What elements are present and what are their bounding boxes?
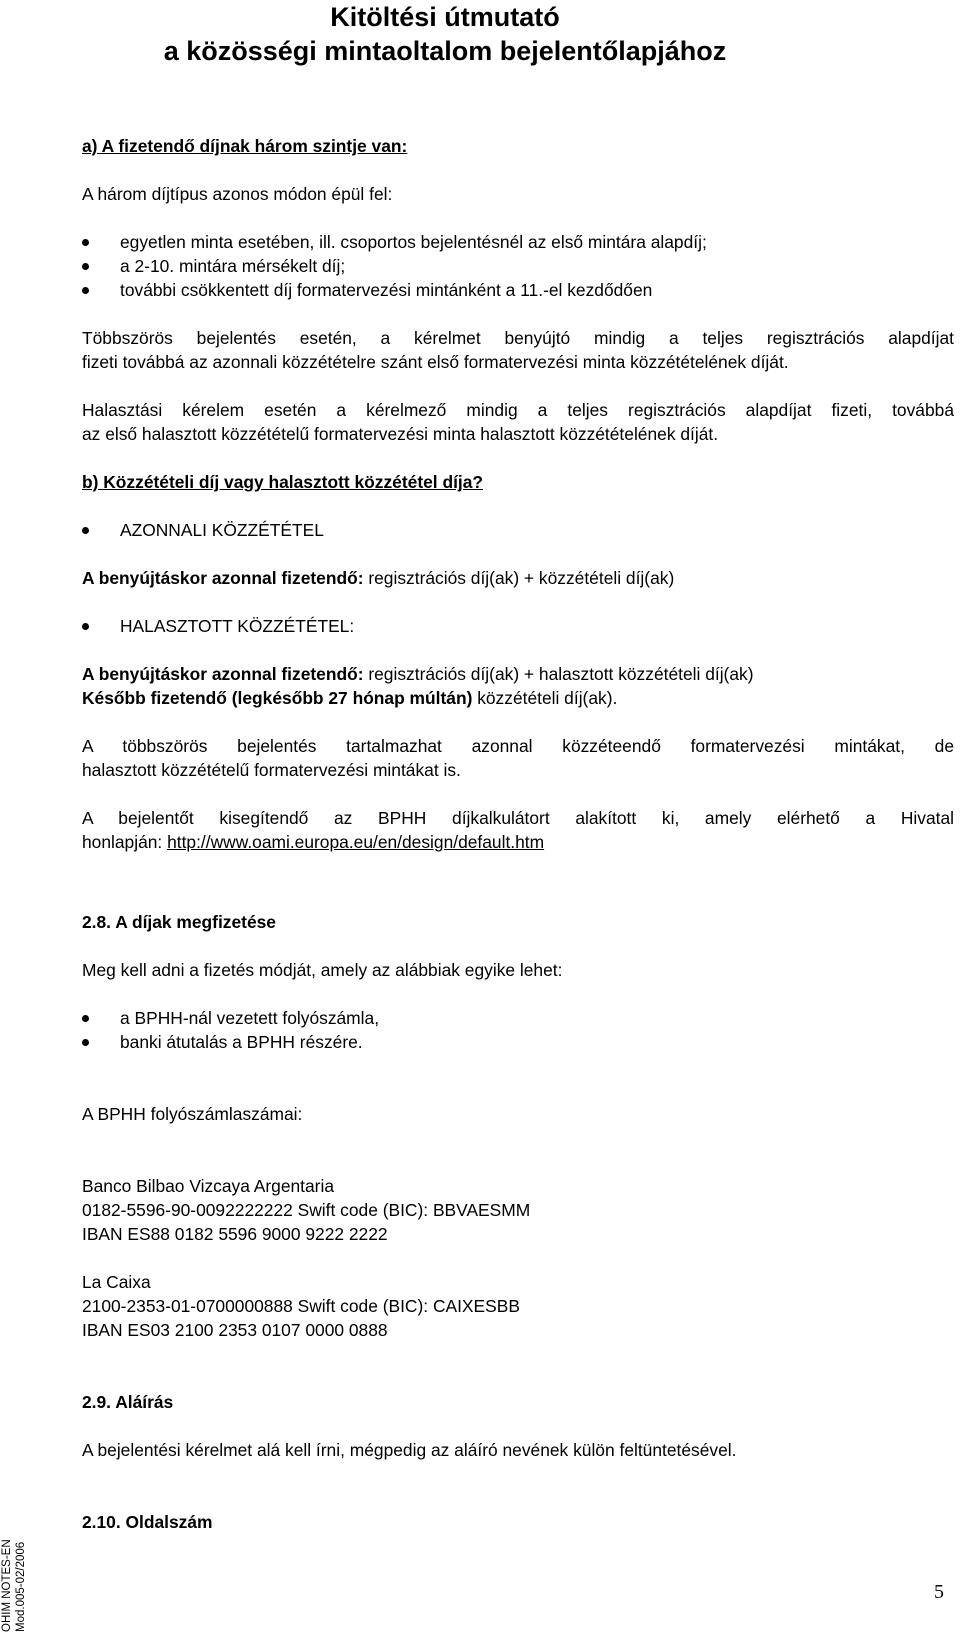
section-number: 2.8. — [82, 912, 112, 932]
immediate-payment-label: A benyújtáskor azonnal fizetendő: — [82, 568, 364, 588]
section-title: Oldalszám — [120, 1512, 213, 1532]
section-number: 2.10. — [82, 1512, 121, 1532]
section-number: 2.9. — [82, 1392, 112, 1412]
deferred-payment-value: regisztrációs díj(ak) + halasztott közzétételi díj(ak) — [363, 664, 754, 684]
bank-accounts-title: A BPHH folyószámlaszámai: — [82, 1104, 303, 1124]
signature-text: A bejelentési kérelmet alá kell írni, mégpedig az aláíró nevének külön feltüntetésével. — [82, 1440, 737, 1460]
section-2-9-heading — [82, 1390, 173, 1414]
section-a-intro: A három díjtípus azonos módon épül fel: — [82, 184, 393, 204]
immediate-payment-value: regisztrációs díj(ak) + közzétételi díj(ak) — [363, 568, 675, 588]
bullet-icon — [82, 263, 89, 270]
bullet-icon — [82, 623, 89, 630]
list-item-text: a BPHH-nál vezetett folyószámla, — [120, 1008, 380, 1028]
fee-calculator-link[interactable]: http://www.oami.europa.eu/en/design/default.htm — [167, 832, 545, 852]
paragraph-fee-calculator-line-2 — [82, 830, 544, 854]
section-b-heading: b) Közzétételi díj vagy halasztott közzététel díja? — [82, 472, 484, 492]
bank-2-account: 2100-2353-01-0700000888 Swift code (BIC): CAIXESBB — [82, 1296, 520, 1316]
section-2-10-heading — [82, 1510, 213, 1534]
deferred-payment-line — [82, 662, 754, 686]
paragraph-fee-calculator-line-1: A bejelentőt kisegítendő az BPHH díjkalkulátort alakított ki, amely elérhető a Hivatal — [82, 808, 954, 828]
form-code-line-2: Mod.005-02/2006 — [15, 1541, 27, 1632]
list-item-text: banki átutalás a BPHH részére. — [120, 1032, 363, 1052]
bank-2-name: La Caixa — [82, 1272, 151, 1292]
bank-1-name: Banco Bilbao Vizcaya Argentaria — [82, 1176, 335, 1196]
bullet-icon — [82, 1039, 89, 1046]
list-item-text: egyetlen minta esetében, ill. csoportos bejelentésnél az első mintára alapdíj; — [120, 232, 707, 252]
option-immediate-publication: AZONNALI KÖZZÉTÉTEL — [120, 520, 324, 540]
paragraph-mixed-filing-line-2: halasztott közzétételű formatervezési mintákat is. — [82, 760, 461, 780]
deferred-payment-label: A benyújtáskor azonnal fizetendő: — [82, 664, 364, 684]
paragraph-multiple-filing-line-1: Többszörös bejelentés esetén, a kérelmet benyújtó mindig a teljes regisztrációs alapdíjat — [82, 328, 954, 348]
paragraph-deferment-line-1: Halasztási kérelem esetén a kérelmező mindig a teljes regisztrációs alapdíjat fizeti, továbbá — [82, 400, 954, 420]
bullet-icon — [82, 287, 89, 294]
bullet-icon — [82, 239, 89, 246]
immediate-payment-line — [82, 566, 674, 590]
section-title: Aláírás — [111, 1392, 174, 1412]
payment-method-intro: Meg kell adni a fizetés módját, amely az alábbiak egyike lehet: — [82, 960, 563, 980]
list-item-text: a 2-10. mintára mérsékelt díj; — [120, 256, 346, 276]
bank-2-iban: IBAN ES03 2100 2353 0107 0000 0888 — [82, 1320, 388, 1340]
paragraph-mixed-filing-line-1: A többszörös bejelentés tartalmazhat azonnal közzéteendő formatervezési mintákat, de — [82, 736, 954, 756]
bullet-icon — [82, 1015, 89, 1022]
later-payment-value: közzétételi díj(ak). — [472, 688, 618, 708]
document-title-line-1: Kitöltési útmutató — [330, 2, 560, 32]
paragraph-deferment-line-2: az első halasztott közzétételű formatervezési minta halasztott közzétételének díját. — [82, 424, 719, 444]
section-2-8-heading — [82, 910, 276, 934]
form-code-line-1: OHIM NOTES-EN — [1, 1539, 13, 1632]
page-number: 5 — [934, 1581, 944, 1603]
bullet-icon — [82, 527, 89, 534]
option-deferred-publication: HALASZTOTT KÖZZÉTÉTEL: — [120, 616, 355, 636]
form-code-vertical — [0, 1440, 44, 1632]
later-payment-label: Később fizetendő (legkésőbb 27 hónap múltán) — [82, 688, 473, 708]
list-item-text: további csökkentett díj formatervezési mintánként a 11.-el kezdődően — [120, 280, 653, 300]
paragraph-multiple-filing-line-2: fizeti továbbá az azonnali közzétételre szánt első formatervezési minta közzétételének díját. — [82, 352, 789, 372]
section-a-heading: a) A fizetendő díjnak három szintje van: — [82, 136, 408, 156]
website-prefix: honlapján: — [82, 832, 168, 852]
bank-1-account: 0182-5596-90-0092222222 Swift code (BIC): BBVAESMM — [82, 1200, 531, 1220]
bank-1-iban: IBAN ES88 0182 5596 9000 9222 2222 — [82, 1224, 388, 1244]
section-title: A díjak megfizetése — [111, 912, 276, 932]
later-payment-line — [82, 686, 617, 710]
document-title-line-2: a közösségi mintaoltalom bejelentőlapjához — [163, 36, 727, 66]
